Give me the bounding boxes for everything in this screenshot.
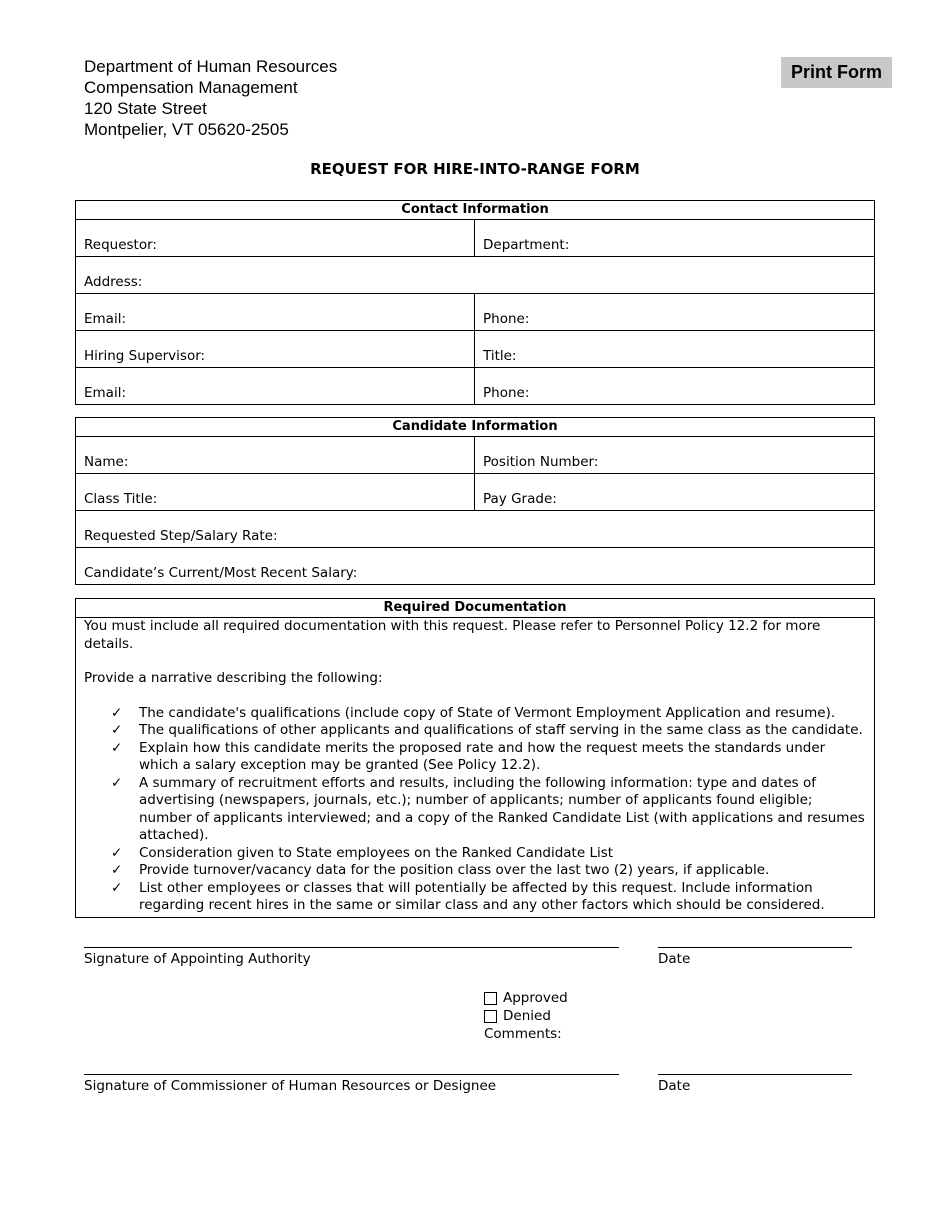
documentation-section-heading: Required Documentation [76, 599, 874, 618]
candidate-section-heading: Candidate Information [76, 418, 874, 437]
contact-information-section [75, 200, 875, 405]
candidate-row [76, 474, 874, 511]
approved-label: Approved [503, 990, 568, 1006]
documentation-body [76, 618, 874, 917]
comments-label: Comments: [484, 1026, 562, 1042]
position-number-field[interactable]: Position Number: [483, 454, 599, 470]
narrative-instruction: Provide a narrative describing the following: [84, 670, 383, 686]
appointing-authority-signature-line[interactable] [84, 947, 619, 948]
contact-row [76, 257, 874, 294]
pay-grade-field[interactable]: Pay Grade: [483, 491, 557, 507]
candidate-name-field[interactable]: Name: [76, 437, 475, 473]
department-field[interactable]: Department: [483, 237, 570, 253]
checklist-item: ✓ The qualifications of other applicants and qualifications of staff serving in the same class as the candidate. [111, 722, 863, 738]
contact-section-heading: Contact Information [76, 201, 874, 220]
print-form-button[interactable]: Print Form [781, 57, 892, 88]
requestor-field[interactable]: Requestor: [76, 220, 475, 256]
contact-row [76, 331, 874, 368]
checkmark-icon: ✓ [111, 879, 123, 896]
address-line: Department of Human Resources [84, 57, 338, 76]
hiring-supervisor-field[interactable]: Hiring Supervisor: [76, 331, 475, 367]
checklist-item: ✓ Consideration given to State employees on the Ranked Candidate List [111, 844, 614, 861]
denied-label: Denied [503, 1008, 551, 1024]
documentation-checklist [84, 705, 866, 915]
date-line-2[interactable] [658, 1074, 852, 1075]
checkmark-icon: ✓ [111, 862, 123, 878]
checklist-item: ✓ A summary of recruitment efforts and results, including the following information: type and dates of advertising (newspapers, journals, etc.); number of applicants; number of applicants found eligible; number of applicants interviewed; and a copy of the Ranked Candidate List (with applications and resumes attached). [111, 774, 865, 843]
requestor-email-field[interactable]: Email: [76, 294, 475, 330]
date-label-2: Date [658, 1078, 691, 1094]
contact-row [76, 368, 874, 404]
class-title-field[interactable]: Class Title: [76, 474, 475, 510]
current-salary-field[interactable]: Candidate’s Current/Most Recent Salary: [84, 565, 358, 581]
supervisor-title-field[interactable]: Title: [483, 348, 517, 364]
checkmark-icon: ✓ [111, 722, 123, 738]
address-field[interactable]: Address: [84, 274, 143, 290]
contact-row [76, 294, 874, 331]
supervisor-phone-field[interactable]: Phone: [483, 385, 530, 401]
address-line: Montpelier, VT 05620-2505 [84, 120, 289, 139]
required-documentation-section [75, 598, 875, 918]
denied-checkbox[interactable] [484, 1010, 497, 1023]
date-label-1: Date [658, 951, 691, 967]
commissioner-label: Signature of Commissioner of Human Resources or Designee [84, 1078, 497, 1094]
appointing-authority-label: Signature of Appointing Authority [84, 951, 311, 967]
candidate-information-section [75, 417, 875, 585]
commissioner-signature-line[interactable] [84, 1074, 619, 1075]
candidate-row [76, 511, 874, 548]
supervisor-email-field[interactable]: Email: [76, 368, 475, 404]
checklist-item: ✓ The candidate's qualifications (include copy of State of Vermont Employment Application and resume). [111, 704, 836, 721]
checkmark-icon: ✓ [111, 844, 123, 861]
date-line-1[interactable] [658, 947, 852, 948]
documentation-intro: You must include all required documentation with this request. Please refer to Personnel Policy 12.2 for more details. [84, 618, 821, 652]
checkmark-icon: ✓ [111, 704, 123, 721]
checkmark-icon: ✓ [111, 774, 123, 791]
address-line: 120 State Street [84, 99, 207, 118]
requestor-phone-field[interactable]: Phone: [483, 311, 530, 327]
approved-checkbox[interactable] [484, 992, 497, 1005]
approved-option[interactable] [484, 990, 568, 1006]
requested-step-field[interactable]: Requested Step/Salary Rate: [84, 528, 278, 544]
candidate-row [76, 548, 874, 584]
department-address [84, 56, 337, 140]
form-title: REQUEST FOR HIRE-INTO-RANGE FORM [310, 160, 640, 178]
checkmark-icon: ✓ [111, 739, 123, 756]
candidate-row [76, 437, 874, 474]
address-line: Compensation Management [84, 78, 298, 97]
denied-option[interactable] [484, 1008, 551, 1024]
checklist-item: ✓ List other employees or classes that will potentially be affected by this request. Include information regarding recent hires in the same or similar class and any other factors which should be considered. [111, 879, 825, 913]
checklist-item: ✓ Provide turnover/vacancy data for the position class over the last two (2) years, if applicable. [111, 862, 770, 878]
checklist-item: ✓ Explain how this candidate merits the proposed rate and how the request meets the standards under which a salary exception may be granted (See Policy 12.2). [111, 739, 826, 773]
contact-row [76, 220, 874, 257]
